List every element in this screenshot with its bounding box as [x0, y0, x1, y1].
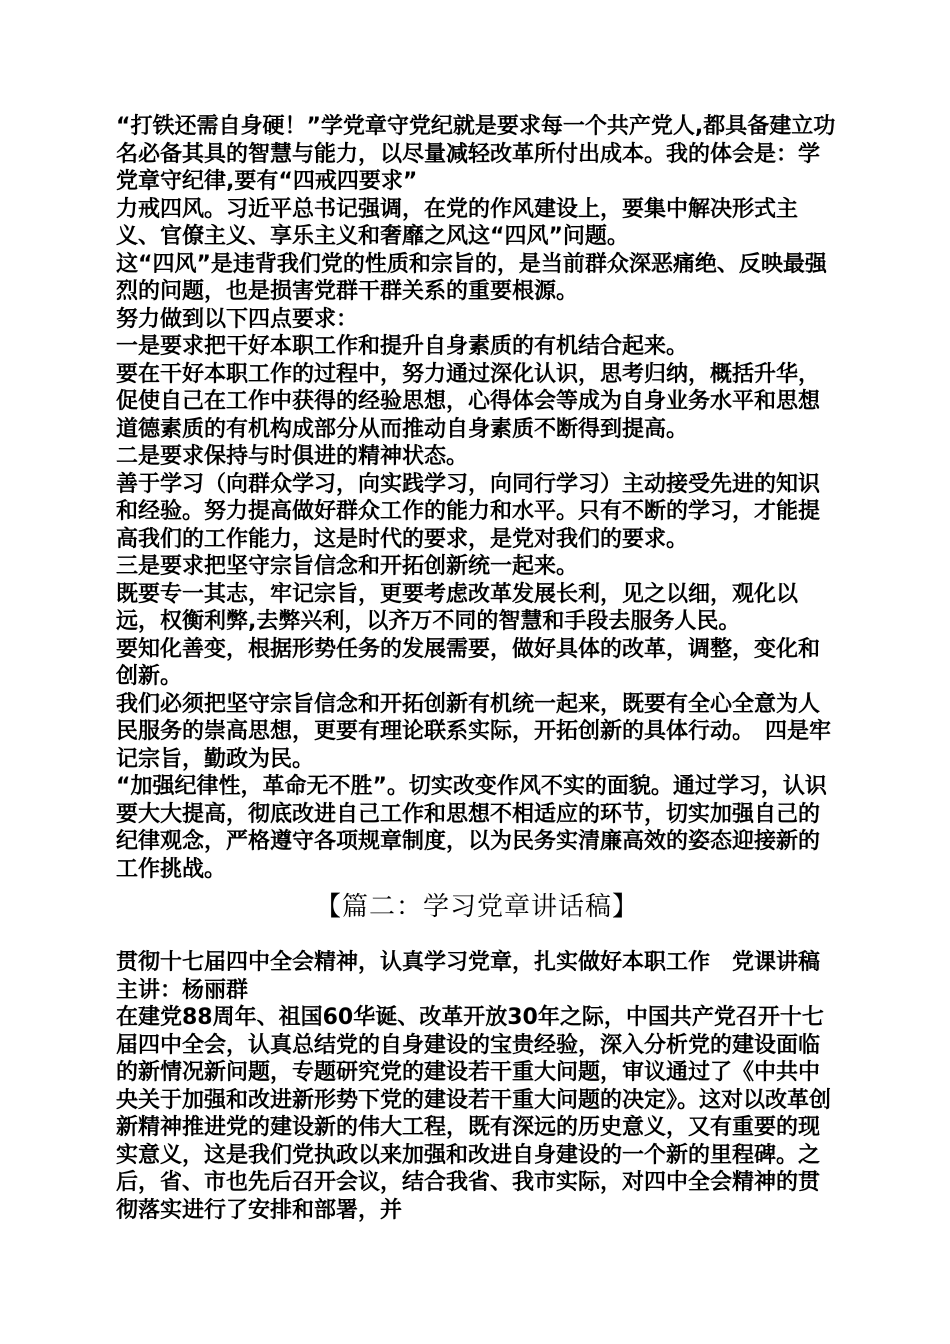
paragraph: 一是要求把干好本职工作和提升自身素质的有机结合起来。	[116, 334, 689, 359]
section-heading: 【篇二：学习党章讲话稿】	[314, 892, 639, 922]
paragraph: 努力做到以下四点要求：	[116, 306, 359, 332]
paragraph: 要知化善变，根据形势任务的发展需要，做好具体的改革，调整，变化和创新。	[116, 636, 821, 689]
paragraph: 既要专一其志，牢记宗旨，更要考虑改革发展长利，见之以细，观化以远，权衡利弊,去弊兴利，以齐万不同的智慧和手段去服务人民。	[116, 581, 799, 634]
paragraph: “加强纪律性，革命无不胜”。切实改变作风不实的面貌。通过学习，认识要大大提高，彻底改进自己工作和思想不相适应的环节，切实加强自己的纪律观念，严格遵守各项规章制度，以为民务实清廉高效的姿态迎接新的工作挑战。	[116, 774, 827, 882]
paragraph: 善于学习（向群众学习，向实践学习，向同行学习）主动接受先进的知识和经验。努力提高做好群众工作的能力和水平。只有不断的学习，才能提高我们的工作能力，这是时代的要求，是党对我们的要求。	[116, 471, 821, 552]
paragraph: 这“四风”是违背我们党的性质和宗旨的，是当前群众深恶痛绝、反映最强烈的问题，也是损害党群干群关系的重要根源。	[116, 251, 827, 304]
paragraph: 二是要求保持与时俱进的精神状态。	[116, 444, 469, 469]
paragraph: 在建党88周年、祖国60华诞、改革开放30年之际，中国共产党召开十七届四中全会，认真总结党的自身建设的宝贵经验，深入分析党的建设面临的新情况新问题，专题研究党的建设若干重大问题，审议通过了《中共中央关于加强和改进新形势下党的建设若干重大问题的决定》。这对以改革创新精神推进党的建设新的伟大工程，既有深远的历史意义，又有重要的现实意义，这是我们党执政以来加强和改进自身建设的一个新的里程碑。之后，省、市也先后召开会议，结合我省、我市实际，对四中全会精神的贯彻落实进行了安排和部署，并	[116, 1005, 832, 1223]
spacer	[116, 929, 838, 949]
document-page	[116, 113, 843, 1224]
lecture-title: 贯彻十七届四中全会精神，认真学习党章，扎实做好本职工作 党课讲稿 主讲：杨丽群	[116, 950, 843, 1003]
paragraph: 三是要求把坚守宗旨信念和开拓创新统一起来。	[116, 554, 579, 579]
paragraph: 我们必须把坚守宗旨信念和开拓创新有机统一起来，既要有全心全意为人民服务的崇高思想，更要有理论联系实际，开拓创新的具体行动。 四是牢记宗旨，勤政为民。	[116, 691, 832, 772]
paragraph: 要在干好本职工作的过程中，努力通过深化认识，思考归纳，概括升华，促使自己在工作中获得的经验思想，心得体会等成为自身业务水平和思想道德素质的有机构成部分从而推动自身素质不断得到提高。	[116, 361, 821, 442]
paragraph: 力戒四风。习近平总书记强调，在党的作风建设上，要集中解决形式主义、官僚主义、享乐主义和奢靡之风这“四风”问题。	[116, 196, 799, 249]
paragraph: “打铁还需自身硬！”学党章守党纪就是要求每一个共产党人,都具备建立功名必备其具的智慧与能力，以尽量减轻改革所付出成本。我的体会是：学党章守纪律,要有“四戒四要求”	[116, 114, 836, 194]
